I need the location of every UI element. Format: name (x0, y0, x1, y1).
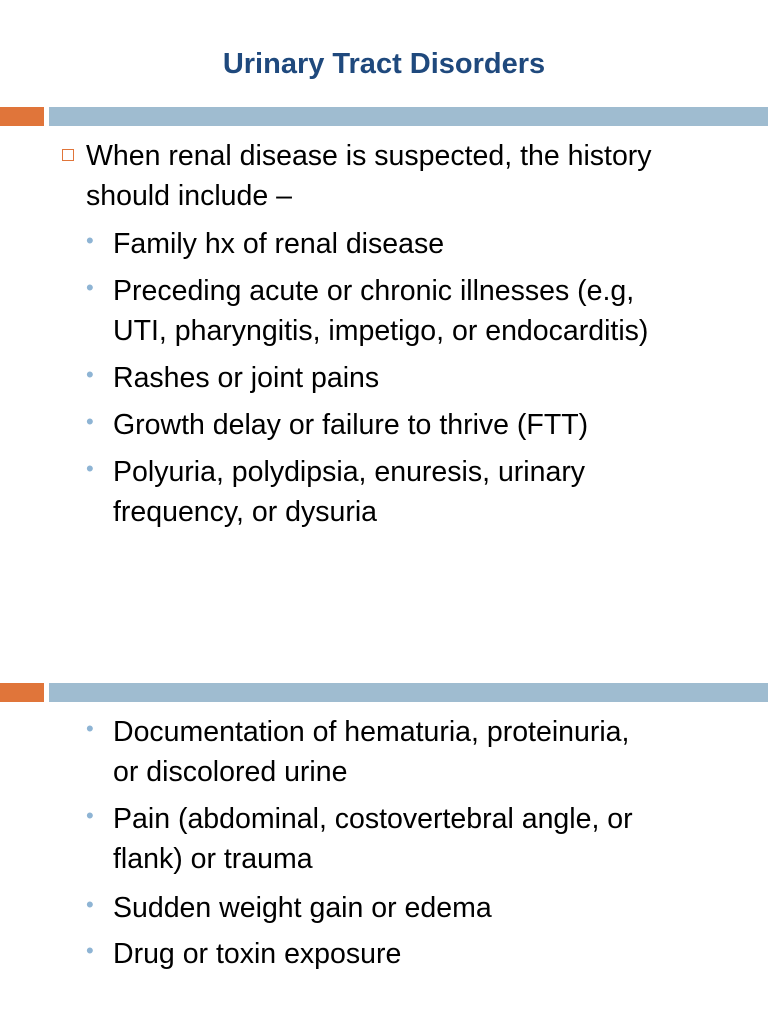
list-item: Polyuria, polydipsia, enuresis, urinary frequency, or dysuria (113, 456, 586, 528)
divider-bar (49, 107, 768, 126)
dot-icon: • (86, 409, 94, 434)
dot-icon: • (86, 228, 94, 253)
list-item: Family hx of renal disease (113, 228, 445, 260)
dot-icon: • (86, 803, 94, 828)
list-item: Sudden weight gain or edema (113, 892, 492, 924)
divider-accent (0, 683, 44, 702)
list-item: Rashes or joint pains (113, 362, 380, 394)
dot-icon: • (86, 275, 94, 300)
dot-icon: • (86, 892, 94, 917)
main-bullet-text (86, 136, 726, 216)
main-bullet-line: When renal disease is suspected, the history (86, 140, 652, 172)
title-divider (0, 107, 768, 126)
main-bullet-line: should include – (86, 180, 292, 212)
list-item: Drug or toxin exposure (113, 938, 402, 970)
slide-title: Urinary Tract Disorders (222, 48, 546, 80)
dot-icon: • (86, 716, 94, 741)
dot-icon: • (86, 456, 94, 481)
list-item: Pain (abdominal, costovertebral angle, or flank) or trauma (113, 803, 633, 875)
list-item: Growth delay or failure to thrive (FTT) (113, 409, 589, 441)
slide2-divider (0, 683, 768, 702)
divider-accent (0, 107, 44, 126)
divider-bar (49, 683, 768, 702)
list-item: Preceding acute or chronic illnesses (e.g, UTI, pharyngitis, impetigo, or endocarditis) (113, 275, 649, 347)
hollow-square-icon (62, 149, 74, 161)
dot-icon: • (86, 362, 94, 387)
dot-icon: • (86, 938, 94, 963)
list-item: Documentation of hematuria, proteinuria, or discolored urine (113, 716, 630, 788)
